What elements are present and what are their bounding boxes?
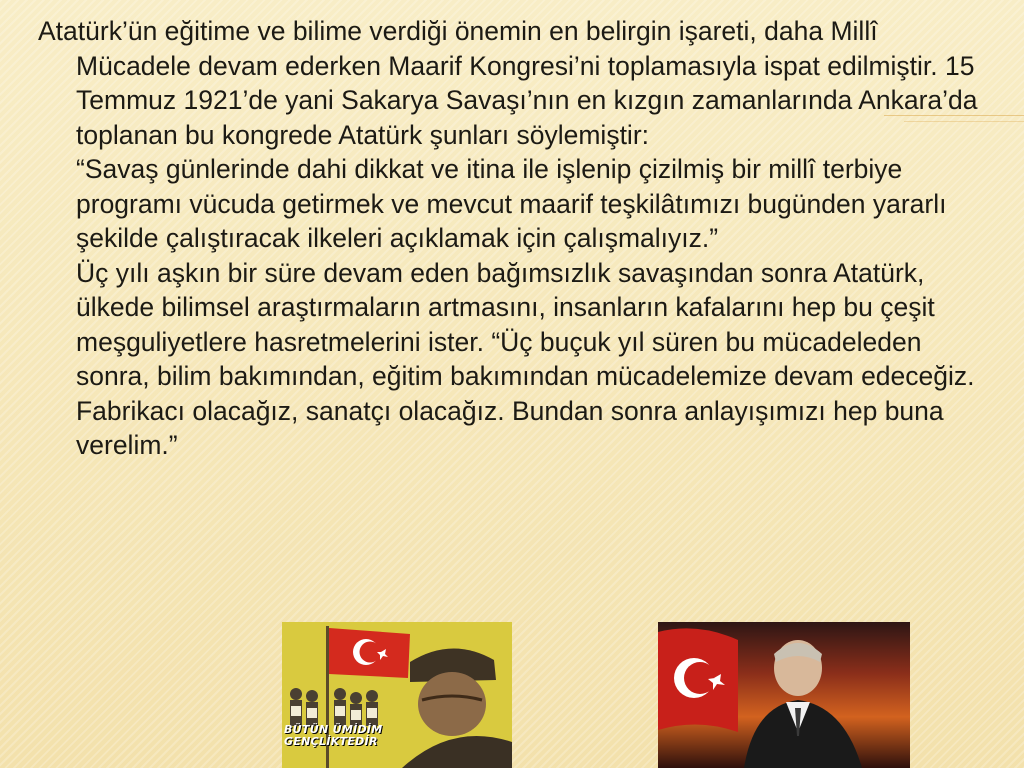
poster-caption-line: GENÇLİKTEDİR (284, 735, 378, 748)
poster-caption (284, 724, 383, 748)
portrait-illustration (658, 622, 910, 768)
slide-body (38, 14, 988, 463)
ataturk-youth-poster-image (282, 622, 512, 768)
paragraph-quote: “Savaş günlerinde dahi dikkat ve itina ile işlenip çizilmiş bir millî terbiye programı vücuda getirmek ve mevcut maarif teşkilâtımızı bugünden yararlı şekilde çalıştıracak ilkeleri açıklamak için çalışmalıyız.” (76, 154, 947, 253)
poster-caption-line: BÜTÜN ÜMİDİM (284, 723, 383, 736)
paragraph-intro: Atatürk’ün eğitime ve bilime verdiği önemin en belirgin işareti, daha Millî Mücadele devam ederken Maarif Kongresi’ni toplamasıyla ispat edilmiştir. 15 Temmuz 1921’de yani Sakarya Savaşı’nın en kızgın zamanlarında Ankara’da toplanan bu kongrede Atatürk şunları söylemiştir: (38, 16, 978, 150)
paragraph-conclusion: Üç yılı aşkın bir süre devam eden bağımsızlık savaşından sonra Atatürk, ülkede bilimsel araştırmaların artmasını, insanların kafalarını hep bu çeşit meşguliyetlere hasretmelerini ister. “Üç buçuk yıl süren bu mücadeleden sonra, bilim bakımından, eğitim bakımından mücadelemize devam edeceğiz. Fabrikacı olacağız, sanatçı olacağız. Bundan sonra anlayışımızı hep buna verelim.” (76, 257, 975, 460)
ataturk-portrait-image (658, 622, 910, 768)
